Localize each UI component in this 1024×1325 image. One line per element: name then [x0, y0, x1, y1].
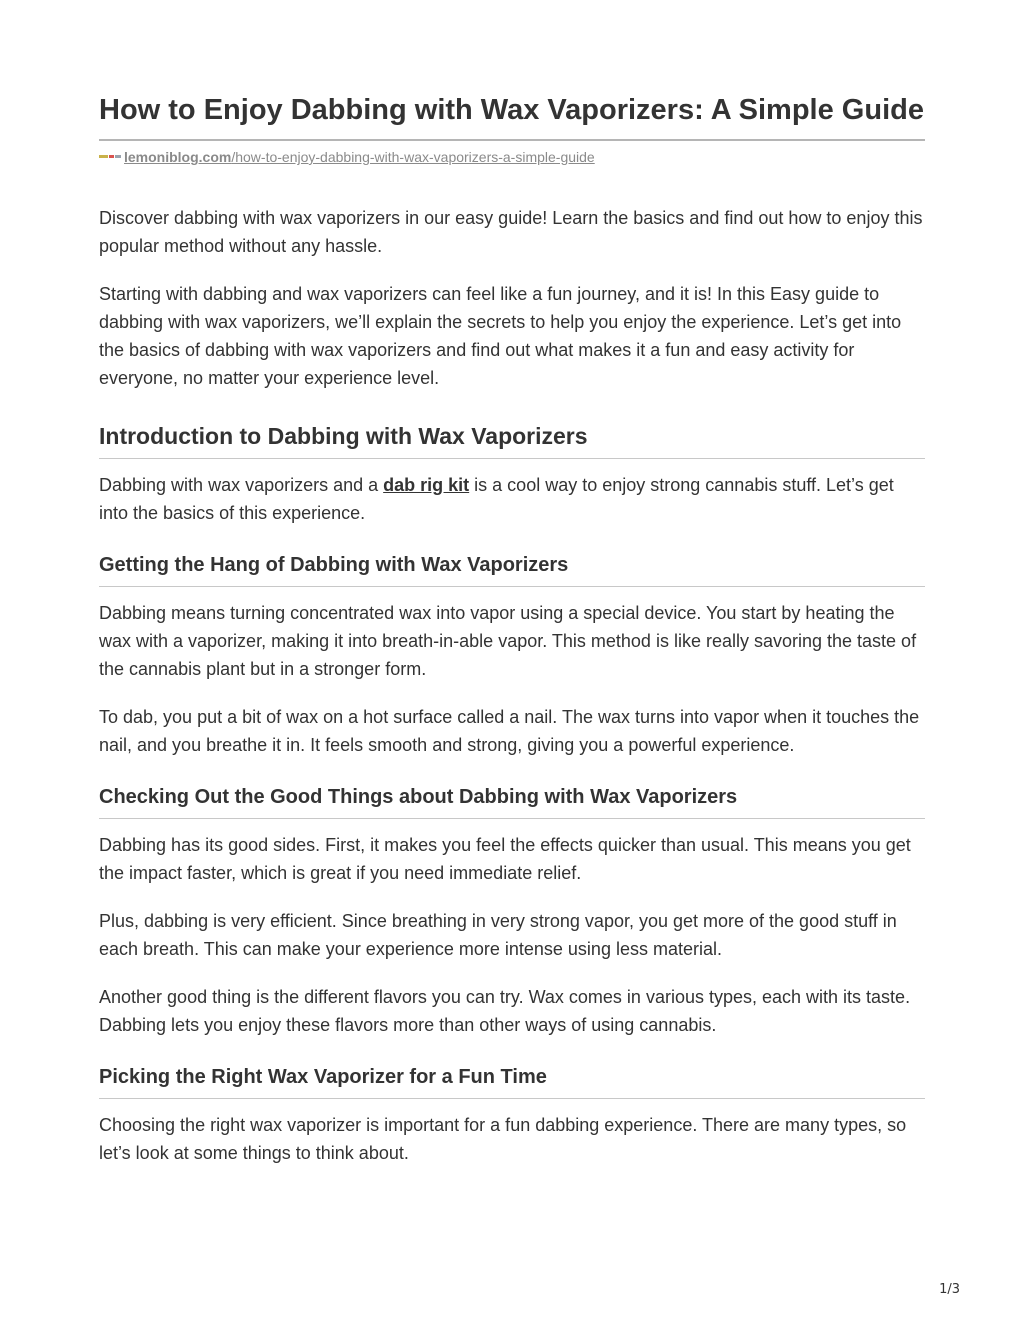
- source-url: [99, 148, 925, 166]
- intro-paragraph: Discover dabbing with wax vaporizers in our easy guide! Learn the basics and find out how to enjoy this popular method without any hassle.: [99, 208, 923, 256]
- title-divider: [99, 139, 925, 141]
- paragraph: To dab, you put a bit of wax on a hot surface called a nail. The wax turns into vapor when it touches the nail, and you breathe it in. It feels smooth and strong, giving you a powerful experience.: [99, 707, 920, 755]
- paragraph-text: Dabbing with wax vaporizers and a: [99, 475, 384, 495]
- source-path: /how-to-enjoy-dabbing-with-wax-vaporizers-a-simple-guide: [231, 149, 595, 165]
- section-divider: [99, 818, 925, 819]
- section-heading-picking-vaporizer: Picking the Right Wax Vaporizer for a Fun Time: [99, 1066, 547, 1088]
- paragraph: Dabbing has its good sides. First, it makes you feel the effects quicker than usual. This means you get the impact faster, which is great if you need immediate relief.: [99, 835, 911, 883]
- article: [99, 92, 925, 1167]
- lead-paragraph: Starting with dabbing and wax vaporizers can feel like a fun journey, and it is! In this Easy guide to dabbing with wax vaporizers, we’ll explain the secrets to help you enjoy the experience. Let’s get into the basics of dabbing with wax vaporizers and find out what makes it a fun and easy activity for everyone, no matter your experience level.: [99, 284, 902, 388]
- section-divider: [99, 1098, 925, 1099]
- section-introduction-paragraph: [99, 471, 925, 527]
- section-divider: [99, 586, 925, 587]
- lemoniblog-logo-icon: [99, 154, 121, 160]
- paragraph: Plus, dabbing is very efficient. Since breathing in very strong vapor, you get more of the good stuff in each breath. This can make your experience more intense using less material.: [99, 911, 897, 959]
- section-heading-good-things: Checking Out the Good Things about Dabbing with Wax Vaporizers: [99, 786, 738, 808]
- paragraph: Another good thing is the different flavors you can try. Wax comes in various types, each with its taste. Dabbing lets you enjoy these flavors more than other ways of using cannabis.: [99, 987, 911, 1035]
- paragraph-text: is a cool way to enjoy strong cannabis stuff. Let’s get into the basics of this experience.: [99, 475, 894, 523]
- source-domain: lemoniblog.com: [124, 149, 232, 165]
- section-divider: [99, 458, 925, 459]
- article-title: How to Enjoy Dabbing with Wax Vaporizers: A Simple Guide: [99, 94, 924, 126]
- paragraph: Choosing the right wax vaporizer is important for a fun dabbing experience. There are many types, so let’s look at some things to think about.: [99, 1115, 907, 1163]
- page-number: 1/3: [939, 1282, 960, 1297]
- source-link[interactable]: [124, 148, 595, 166]
- section-heading-getting-the-hang: Getting the Hang of Dabbing with Wax Vaporizers: [99, 554, 569, 576]
- paragraph: Dabbing means turning concentrated wax into vapor using a special device. You start by heating the wax with a vaporizer, making it into breath-in-able vapor. This method is like really savoring the taste of the cannabis plant but in a stronger form.: [99, 603, 917, 679]
- dab-rig-kit-link[interactable]: dab rig kit: [383, 475, 470, 495]
- section-heading-introduction: Introduction to Dabbing with Wax Vaporizers: [99, 423, 588, 449]
